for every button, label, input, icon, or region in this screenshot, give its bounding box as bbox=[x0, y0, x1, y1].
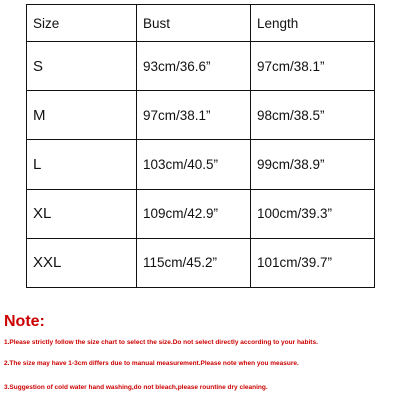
bust-cell: 97cm/38.1” bbox=[137, 91, 251, 140]
length-cell: 99cm/38.9” bbox=[251, 140, 375, 189]
note-title: Note: bbox=[4, 313, 45, 330]
length-cell: 100cm/39.3” bbox=[251, 189, 375, 238]
size-cell: XXL bbox=[27, 238, 137, 287]
length-cell: 98cm/38.5” bbox=[251, 91, 375, 140]
table-header-row bbox=[27, 5, 375, 42]
size-cell: S bbox=[27, 42, 137, 91]
bust-cell: 115cm/45.2” bbox=[137, 238, 251, 287]
length-cell: 97cm/38.1” bbox=[251, 42, 375, 91]
table-row bbox=[27, 91, 375, 140]
table-row bbox=[27, 189, 375, 238]
note-line-3: 3.Suggestion of cold water hand washing,do not bleach,please rountine dry cleaning. bbox=[4, 384, 268, 391]
size-chart-table bbox=[26, 4, 375, 288]
header-length: Length bbox=[251, 5, 375, 42]
table-row bbox=[27, 238, 375, 287]
note-line-1: 1.Please strictly follow the size chart to select the size.Do not select directly according to your habits. bbox=[4, 339, 318, 346]
size-cell: XL bbox=[27, 189, 137, 238]
header-bust: Bust bbox=[137, 5, 251, 42]
header-size: Size bbox=[27, 5, 137, 42]
note-line-2: 2.The size may have 1-3cm differs due to manual measurement.Please note when you measure. bbox=[4, 360, 299, 367]
size-cell: L bbox=[27, 140, 137, 189]
bust-cell: 103cm/40.5” bbox=[137, 140, 251, 189]
bust-cell: 93cm/36.6” bbox=[137, 42, 251, 91]
table-row bbox=[27, 42, 375, 91]
bust-cell: 109cm/42.9” bbox=[137, 189, 251, 238]
table-row bbox=[27, 140, 375, 189]
size-cell: M bbox=[27, 91, 137, 140]
length-cell: 101cm/39.7” bbox=[251, 238, 375, 287]
